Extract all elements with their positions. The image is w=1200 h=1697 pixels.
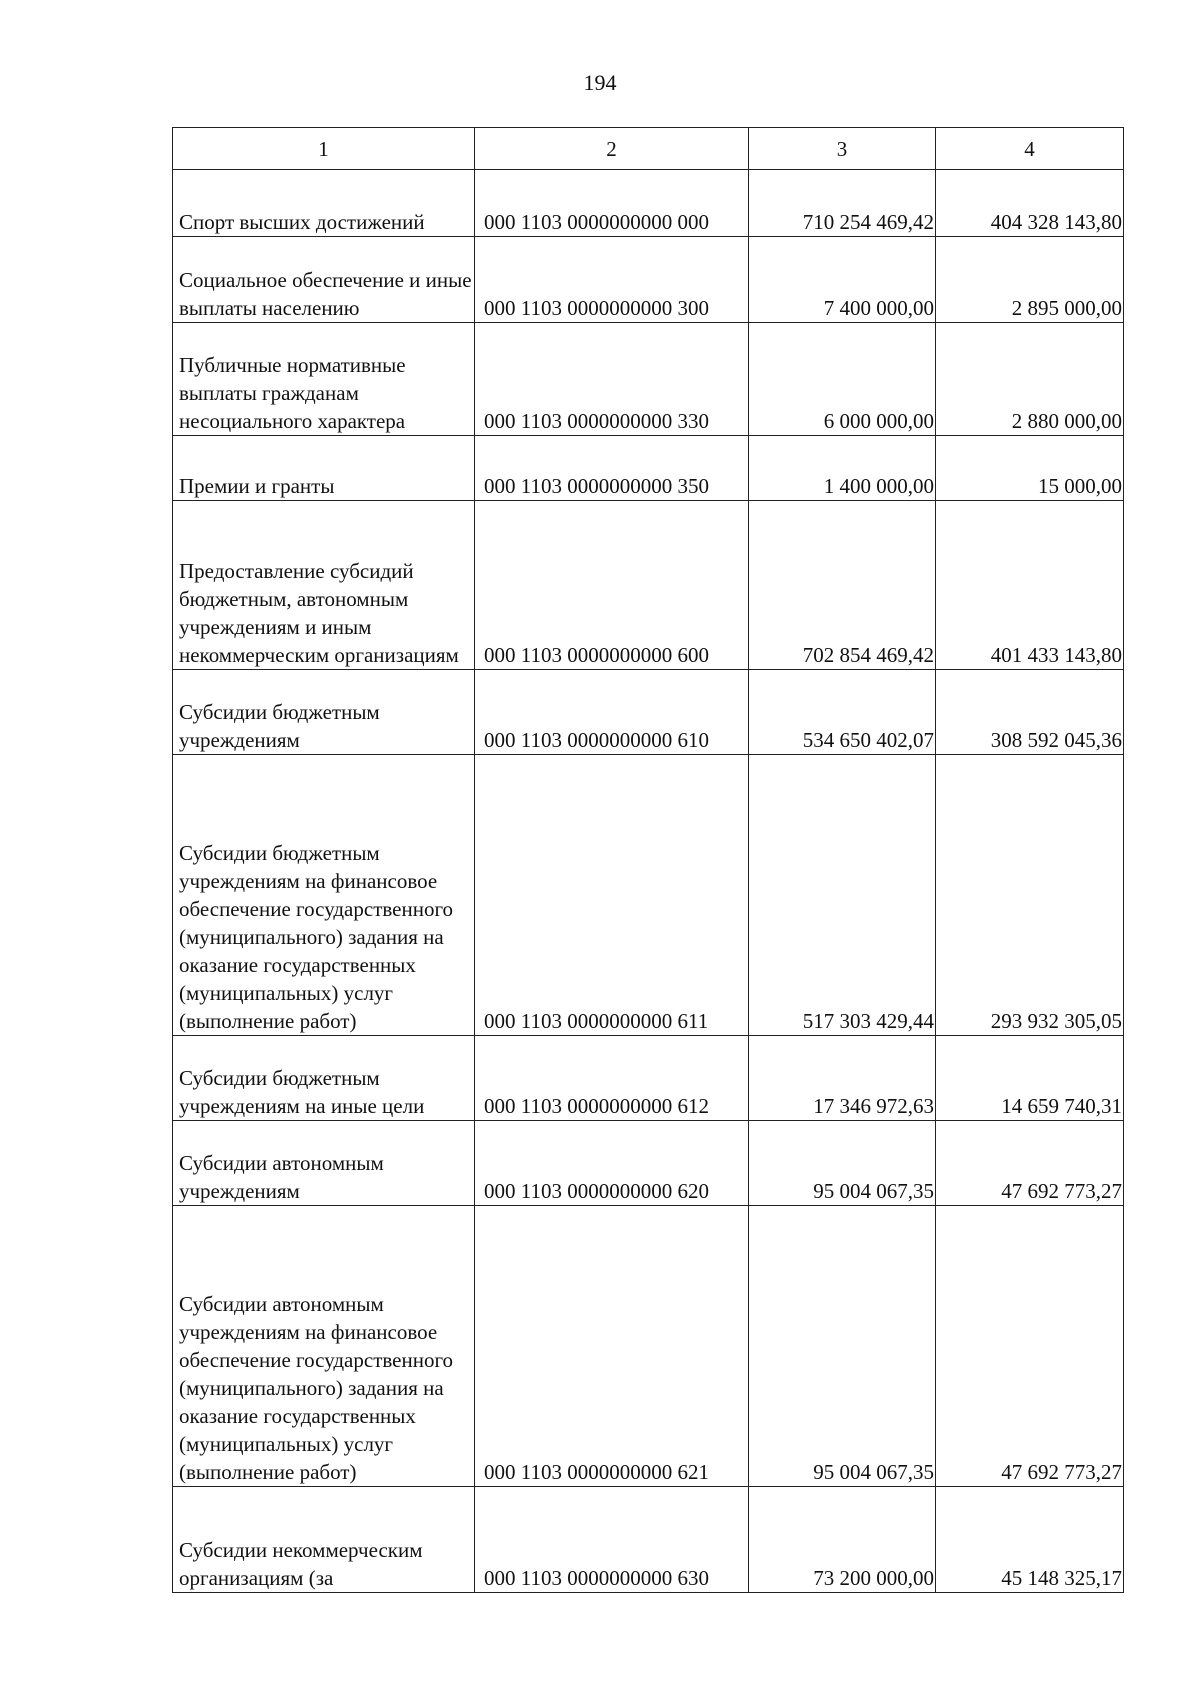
page-number: 194 bbox=[583, 70, 617, 95]
budget-table bbox=[172, 127, 1124, 1593]
row-code: 000 1103 0000000000 611 bbox=[475, 755, 749, 1036]
row-value-col4: 15 000,00 bbox=[936, 436, 1124, 501]
table-row bbox=[173, 670, 1124, 755]
row-value-col4: 308 592 045,36 bbox=[936, 670, 1124, 755]
row-value-col4: 404 328 143,80 bbox=[936, 170, 1124, 237]
table-row bbox=[173, 237, 1124, 323]
row-name: Социальное обеспечение и иные выплаты населению bbox=[173, 237, 475, 323]
row-code: 000 1103 0000000000 621 bbox=[475, 1206, 749, 1487]
row-name: Спорт высших достижений bbox=[173, 170, 475, 237]
row-name: Публичные нормативные выплаты гражданам несоциального характера bbox=[173, 323, 475, 436]
table-row bbox=[173, 323, 1124, 436]
row-value-col4: 293 932 305,05 bbox=[936, 755, 1124, 1036]
row-code: 000 1103 0000000000 620 bbox=[475, 1121, 749, 1206]
table-row bbox=[173, 1487, 1124, 1593]
table-row bbox=[173, 501, 1124, 670]
row-name: Субсидии бюджетным учреждениям bbox=[173, 670, 475, 755]
row-value-col3: 534 650 402,07 bbox=[749, 670, 936, 755]
row-value-col4: 47 692 773,27 bbox=[936, 1121, 1124, 1206]
row-value-col3: 95 004 067,35 bbox=[749, 1121, 936, 1206]
header-row bbox=[173, 128, 1124, 170]
column-header-3: 3 bbox=[749, 128, 936, 170]
row-value-col4: 2 880 000,00 bbox=[936, 323, 1124, 436]
column-header-1: 1 bbox=[173, 128, 475, 170]
table-row bbox=[173, 1036, 1124, 1121]
row-name: Премии и гранты bbox=[173, 436, 475, 501]
row-name: Субсидии бюджетным учреждениям на финансовое обеспечение государственного (муниципального) задания на оказание государственных (муниципальных) услуг (выполнение работ) bbox=[173, 755, 475, 1036]
row-code: 000 1103 0000000000 300 bbox=[475, 237, 749, 323]
row-value-col3: 710 254 469,42 bbox=[749, 170, 936, 237]
row-name: Предоставление субсидий бюджетным, автономным учреждениям и иным некоммерческим организациям bbox=[173, 501, 475, 670]
row-value-col3: 17 346 972,63 bbox=[749, 1036, 936, 1121]
row-code: 000 1103 0000000000 600 bbox=[475, 501, 749, 670]
row-code: 000 1103 0000000000 330 bbox=[475, 323, 749, 436]
row-value-col4: 47 692 773,27 bbox=[936, 1206, 1124, 1487]
row-value-col3: 95 004 067,35 bbox=[749, 1206, 936, 1487]
row-value-col3: 517 303 429,44 bbox=[749, 755, 936, 1036]
row-name: Субсидии автономным учреждениям bbox=[173, 1121, 475, 1206]
row-value-col4: 14 659 740,31 bbox=[936, 1036, 1124, 1121]
row-value-col3: 73 200 000,00 bbox=[749, 1487, 936, 1593]
table-row bbox=[173, 170, 1124, 237]
row-value-col3: 7 400 000,00 bbox=[749, 237, 936, 323]
table-row bbox=[173, 1206, 1124, 1487]
row-value-col4: 45 148 325,17 bbox=[936, 1487, 1124, 1593]
column-header-4: 4 bbox=[936, 128, 1124, 170]
row-code: 000 1103 0000000000 000 bbox=[475, 170, 749, 237]
row-value-col3: 6 000 000,00 bbox=[749, 323, 936, 436]
row-value-col3: 1 400 000,00 bbox=[749, 436, 936, 501]
column-header-2: 2 bbox=[475, 128, 749, 170]
row-code: 000 1103 0000000000 610 bbox=[475, 670, 749, 755]
row-code: 000 1103 0000000000 612 bbox=[475, 1036, 749, 1121]
row-name: Субсидии бюджетным учреждениям на иные цели bbox=[173, 1036, 475, 1121]
table-row bbox=[173, 755, 1124, 1036]
row-code: 000 1103 0000000000 350 bbox=[475, 436, 749, 501]
row-value-col3: 702 854 469,42 bbox=[749, 501, 936, 670]
table-row bbox=[173, 436, 1124, 501]
row-value-col4: 2 895 000,00 bbox=[936, 237, 1124, 323]
row-name: Субсидии некоммерческим организациям (за bbox=[173, 1487, 475, 1593]
table-row bbox=[173, 1121, 1124, 1206]
row-name: Субсидии автономным учреждениям на финансовое обеспечение государственного (муниципального) задания на оказание государственных (муниципальных) услуг (выполнение работ) bbox=[173, 1206, 475, 1487]
row-code: 000 1103 0000000000 630 bbox=[475, 1487, 749, 1593]
row-value-col4: 401 433 143,80 bbox=[936, 501, 1124, 670]
